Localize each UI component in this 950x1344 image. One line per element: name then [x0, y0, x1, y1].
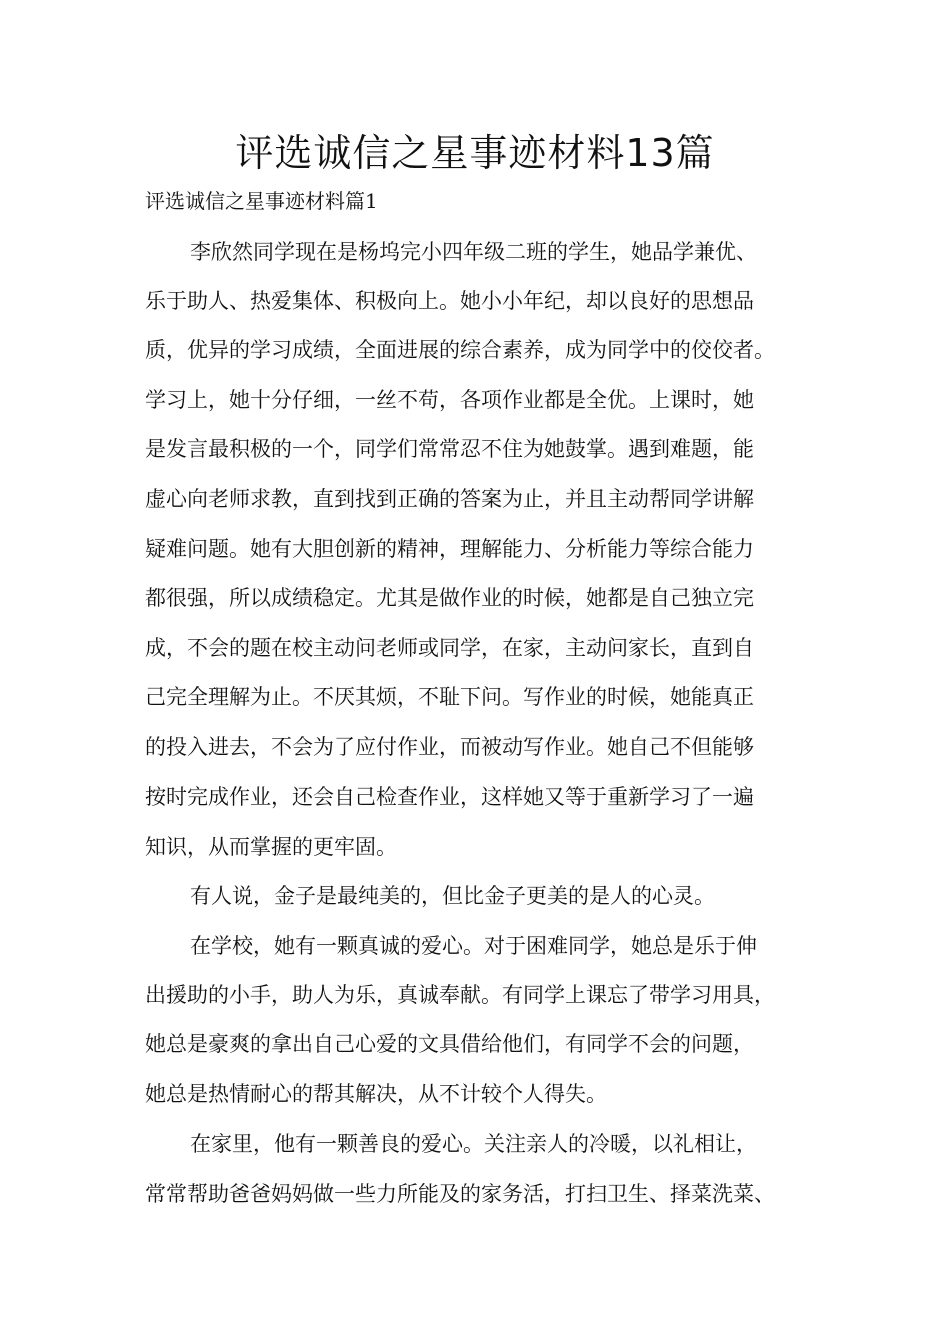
body-line: 在家里，他有一颗善良的爱心。关注亲人的冷暖，以礼相让， [190, 1132, 757, 1156]
body-line: 疑难问题。她有大胆创新的精神，理解能力、分析能力等综合能力 [145, 537, 754, 561]
body-line: 都很强，所以成绩稳定。尤其是做作业的时候，她都是自己独立完 [145, 586, 754, 610]
body-line: 出援助的小手，助人为乐，真诚奉献。有同学上课忘了带学习用具， [145, 983, 775, 1007]
body-line: 质，优异的学习成绩，全面进展的综合素养，成为同学中的佼佼者。 [145, 338, 775, 362]
body-line: 乐于助人、热爱集体、积极向上。她小小年纪，却以良好的思想品 [145, 289, 754, 313]
body-line: 学习上，她十分仔细，一丝不苟，各项作业都是全优。上课时，她 [145, 388, 754, 412]
body-line: 常常帮助爸爸妈妈做一些力所能及的家务活，打扫卫生、择菜洗菜、 [145, 1182, 775, 1206]
section-heading: 评选诚信之星事迹材料篇1 [145, 189, 378, 213]
body-line: 李欣然同学现在是杨坞完小四年级二班的学生，她品学兼优、 [190, 240, 757, 264]
body-line: 成，不会的题在校主动问老师或同学，在家，主动问家长，直到自 [145, 636, 754, 660]
body-line: 在学校，她有一颗真诚的爱心。对于困难同学，她总是乐于伸 [190, 934, 757, 958]
body-line: 有人说，金子是最纯美的，但比金子更美的是人的心灵。 [190, 884, 715, 908]
body-line: 她总是热情耐心的帮其解决，从不计较个人得失。 [145, 1082, 607, 1106]
body-line: 是发言最积极的一个，同学们常常忍不住为她鼓掌。遇到难题，能 [145, 437, 754, 461]
body-line: 虚心向老师求教，直到找到正确的答案为止，并且主动帮同学讲解 [145, 487, 754, 511]
body-line: 按时完成作业，还会自己检查作业，这样她又等于重新学习了一遍 [145, 785, 754, 809]
body-line: 知识，从而掌握的更牢固。 [145, 835, 397, 859]
body-line: 的投入进去，不会为了应付作业，而被动写作业。她自己不但能够 [145, 735, 754, 759]
body-line: 她总是豪爽的拿出自己心爱的文具借给他们，有同学不会的问题， [145, 1032, 754, 1056]
document-title: 评选诚信之星事迹材料13篇 [235, 131, 715, 175]
body-line: 己完全理解为止。不厌其烦，不耻下问。写作业的时候，她能真正 [145, 685, 754, 709]
